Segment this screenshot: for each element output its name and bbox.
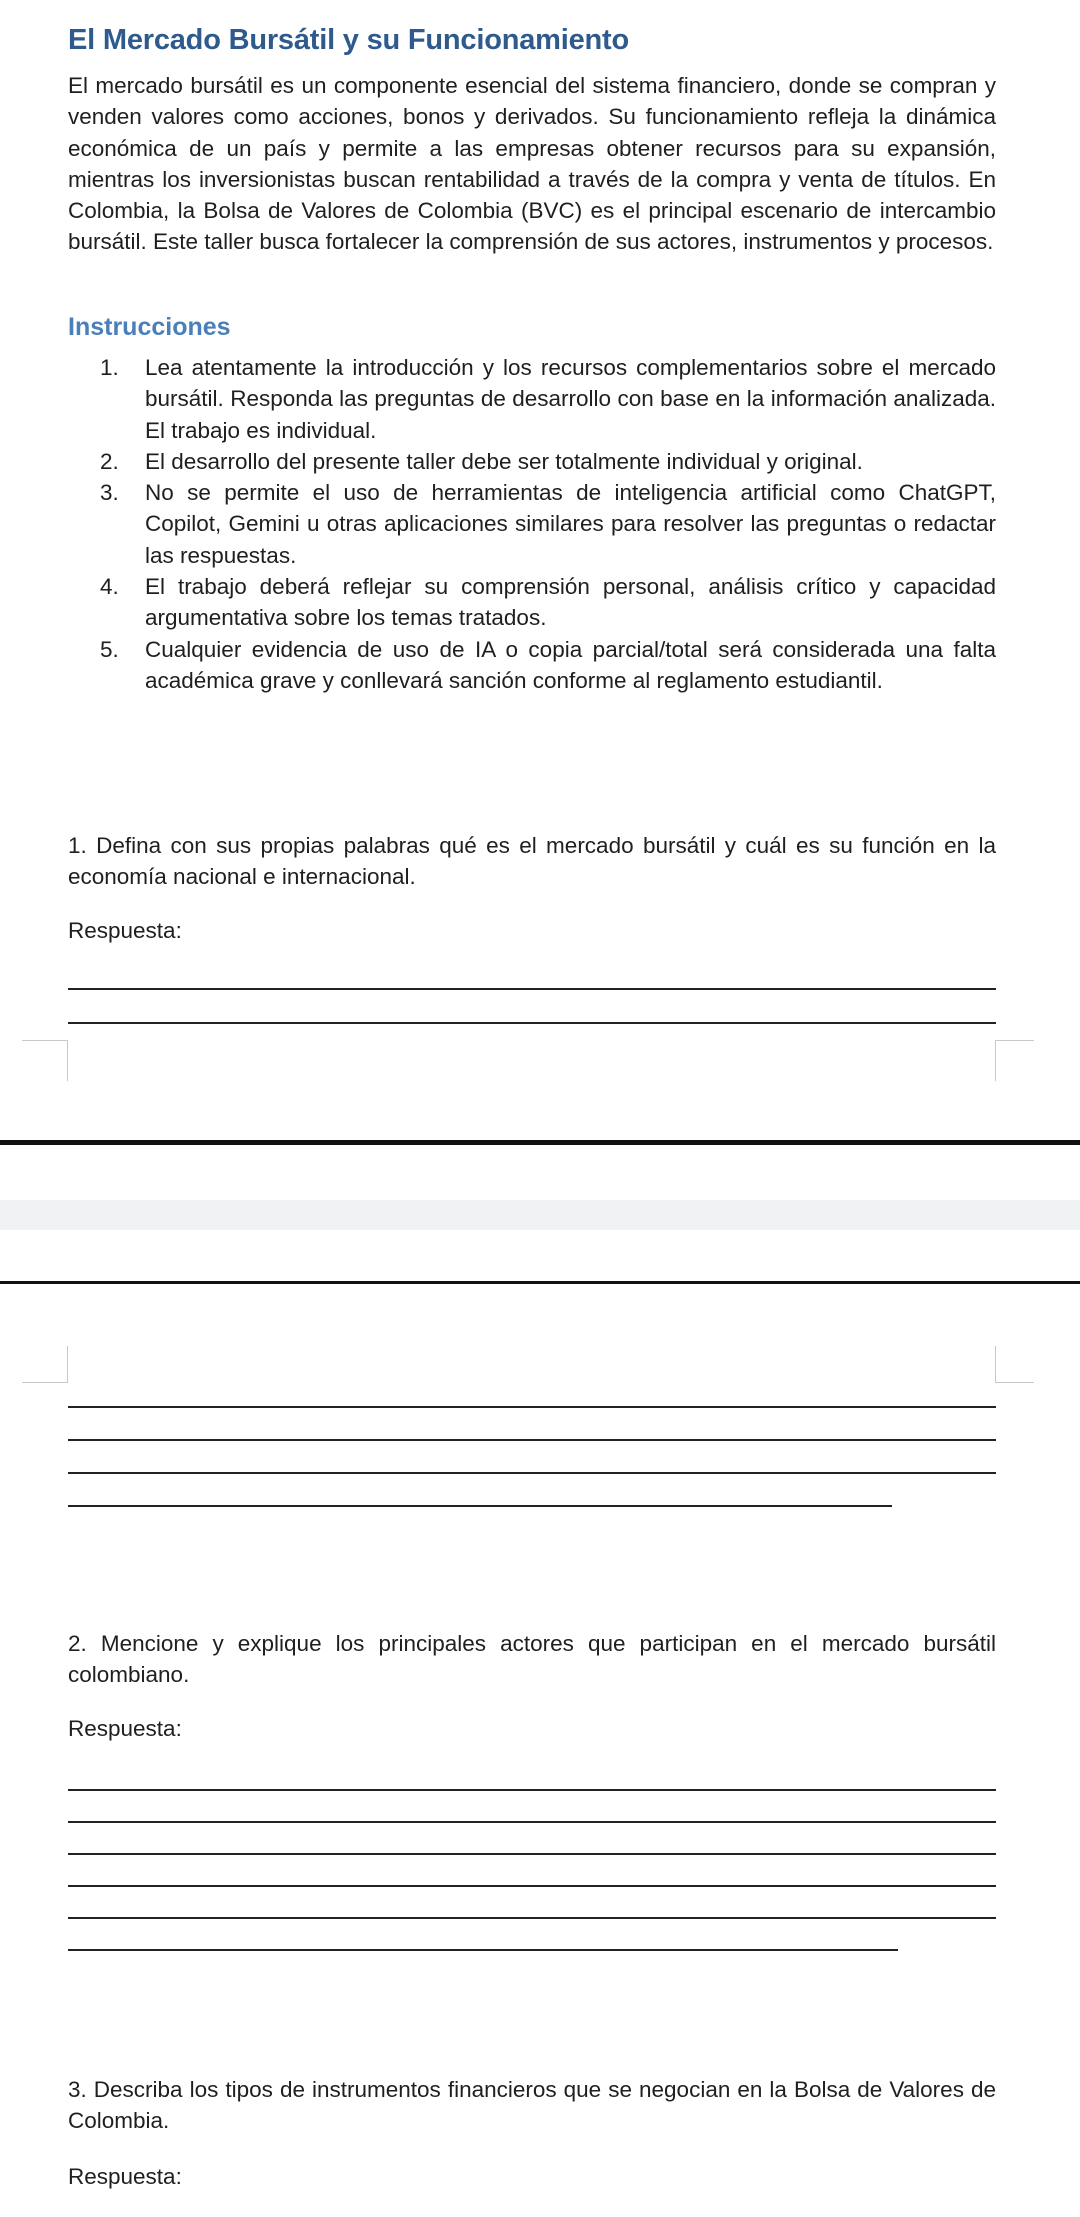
instruction-item: 3. No se permite el uso de herramientas de inteligencia artificial como ChatGPT, Copilot, Gemini u otras aplicaciones similares para resolver las preguntas o redactar las respuestas. [100,480,996,568]
answer-line [68,1789,996,1791]
instruction-item: 5. Cualquier evidencia de uso de IA o copia parcial/total será considerada una falta académica grave y conllevará sanción conforme al reglamento estudiantil. [100,636,996,693]
question-3: 3. Describa los tipos de instrumentos financieros que se negocian en la Bolsa de Valores de Colombia. [68,2077,996,2134]
answer-line [68,1949,898,1951]
answer-label-3: Respuesta: [68,2164,182,2189]
instructions-heading: Instrucciones [68,313,231,341]
instruction-item: 1. Lea atentamente la introducción y los recursos complementarios sobre el mercado bursátil. Responda las preguntas de desarrollo con base en la información analizada. El trabajo es individual. [100,355,996,443]
page-margin-corner [22,1346,68,1383]
answer-line [68,1821,996,1823]
document-title: El Mercado Bursátil y su Funcionamiento [68,24,630,56]
instruction-item: 2. El desarrollo del presente taller debe ser totalmente individual y original. [100,448,863,474]
answer-line [68,1472,996,1474]
answer-line [68,1505,892,1507]
answer-line [68,1853,996,1855]
page-2 [0,1284,1080,2217]
answer-line [68,1022,996,1024]
answer-label-2: Respuesta: [68,1716,182,1741]
question-2: 2. Mencione y explique los principales actores que participan en el mercado bursátil colombiano. [68,1631,996,1688]
instructions-list [100,352,996,696]
answer-line [68,1439,996,1441]
answer-line [68,988,996,990]
answer-line [68,1917,996,1919]
intro-paragraph: El mercado bursátil es un componente esencial del sistema financiero, donde se compran y venden valores como acciones, bonos y derivados. Su funcionamiento refleja la dinámica económica de un país y permite a las empresas obtener recursos para su expansión, mientras los inversionistas buscan rentabilidad a través de la compra y venta de títulos. En Colombia, la Bolsa de Valores de Colombia (BVC) es el principal escenario de intercambio bursátil. Este taller busca fortalecer la comprensión de sus actores, instrumentos y procesos. [68,73,996,255]
page-break-rule [0,1140,1080,1145]
question-1: 1. Defina con sus propias palabras qué es el mercado bursátil y cuál es su función en la economía nacional e internacional. [68,833,996,890]
page-margin-corner [995,1346,1034,1383]
page-gap [0,1200,1080,1230]
answer-label-1: Respuesta: [68,918,182,943]
instruction-item: 4. El trabajo deberá reflejar su comprensión personal, análisis crítico y capacidad argumentativa sobre los temas tratados. [100,574,996,631]
page-margin-corner [995,1040,1034,1081]
page-margin-corner [22,1040,68,1081]
answer-line [68,1406,996,1408]
answer-line [68,1885,996,1887]
